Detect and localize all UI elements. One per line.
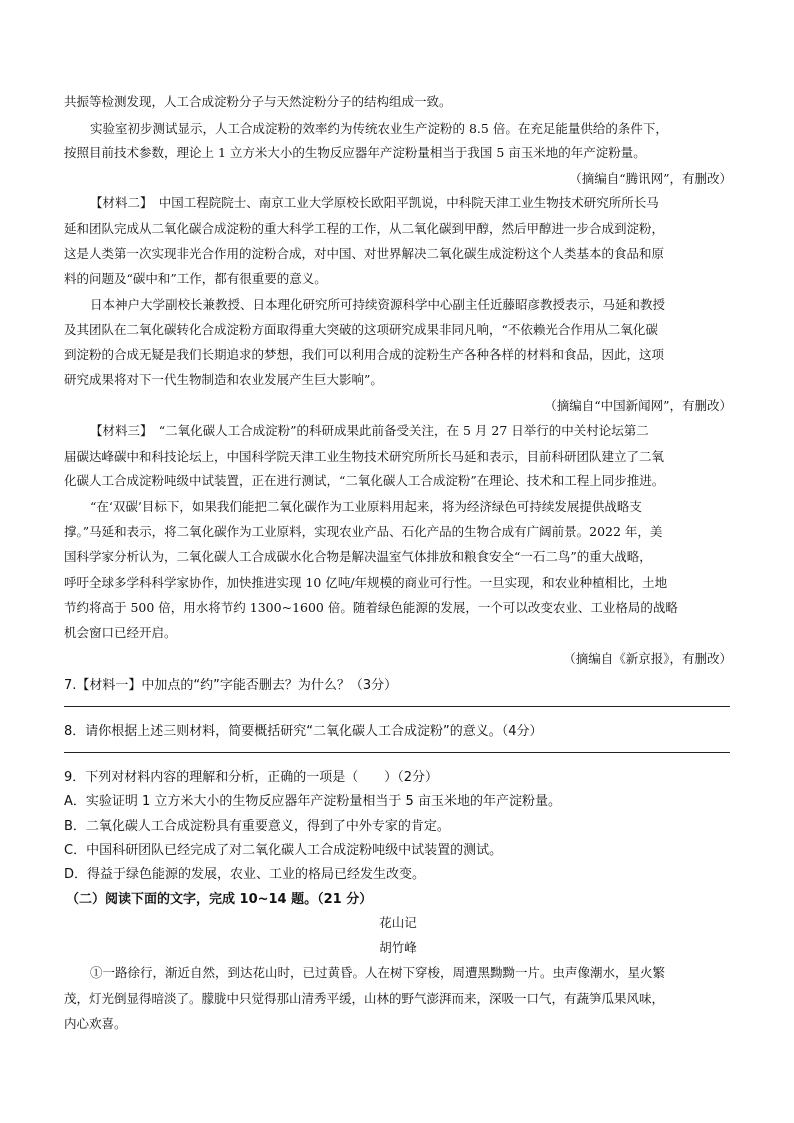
essay-title: 花山记 — [379, 915, 417, 930]
text-line: 实验室初步测试显示，人工合成淀粉的效率约为传统农业生产淀粉的 8.5 倍。在充足能量供给的条件下， — [90, 121, 668, 136]
question-9: 9．下列对材料内容的理解和分析，正确的一项是（ ）（2分） — [64, 770, 439, 785]
text-line: “在‘双碳’目标下，如果我们能把二氧化碳作为工业原料用起来，将为经济绿色可持续发展提供战略支 — [90, 499, 642, 514]
question-7: 7.【材料一】中加点的“约”字能否删去？为什么？（3分） — [64, 678, 398, 693]
option-d: D．得益于绿色能源的发展，农业、工业的格局已经发生改变。 — [64, 867, 426, 882]
source-note: （摘编自“中国新闻网”，有删改） — [544, 398, 732, 413]
text-line: 国科学家分析认为，二氧化碳人工合成碳水化合物是解决温室气体排放和粮食安全“一石二鸟”的重大战略， — [64, 549, 652, 564]
text-line: 内心欢喜。 — [64, 1016, 127, 1031]
text-line: 撑。”马延和表示，将二氧化碳作为工业原料，实现农业产品、石化产品的生物合成有广阔前景。2022 年，美 — [64, 524, 663, 539]
option-c: C．中国科研团队已经完成了对二氧化碳人工合成淀粉吨级中试装置的测试。 — [64, 843, 503, 858]
source-note: （摘编自《新京报》，有删改） — [563, 651, 732, 666]
text-line: 节约将高于 500 倍，用水将节约 1300~1600 倍。随着绿色能源的发展，一个可以改变农业、工业格局的战略 — [64, 600, 678, 615]
essay-author: 胡竹峰 — [379, 940, 417, 955]
text-line: 届碳达峰碳中和科技论坛上，中国科学院天津工业生物技术研究所所长马延和表示，目前科研团队建立了二氧 — [64, 449, 665, 464]
source-note: （摘编自“腾讯网”，有删改） — [569, 171, 732, 186]
text-line: 茂，灯光倒显得暗淡了。朦胧中只觉得那山清秀平缓，山林的野气澎湃而来，深吸一口气，有蔬笋瓜果风味， — [64, 991, 665, 1006]
answer-line[interactable] — [64, 706, 730, 707]
text-line: 按照目前技术参数，理论上 1 立方米大小的生物反应器年产淀粉量相当于我国 5 亩玉米地的年产淀粉量。 — [64, 145, 646, 160]
question-8: 8．请你根据上述三则材料，简要概括研究“二氧化碳人工合成淀粉”的意义。（4分） — [64, 724, 543, 739]
text-line: 化碳人工合成淀粉吨级中试装置，正在进行测试，“二氧化碳人工合成淀粉”在理论、技术和工程上同步推进。 — [64, 473, 665, 488]
answer-line[interactable] — [64, 752, 730, 753]
text-line: 延和团队完成从二氧化碳合成淀粉的重大科学工程的工作，从二氧化碳到甲醇，然后甲醇进一步合成到淀粉， — [64, 221, 665, 236]
material2-line: 【材料二】 中国工程院院士、南京工业大学原校长欧阳平凯说，中科院天津工业生物技术研究所所长马 — [90, 195, 659, 210]
text-line: 日本神户大学副校长兼教授、日本理化研究所可持续资源科学中心副主任近藤昭彦教授表示，马延和教授 — [90, 297, 666, 312]
text-line: 到淀粉的合成无疑是我们长期追求的梦想，我们可以利用合成的淀粉生产各种各样的材料和食品，因此，这项 — [64, 347, 665, 362]
text-line: 机会窗口已经开启。 — [64, 625, 177, 640]
text-line: 及其团队在二氧化碳转化合成淀粉方面取得重大突破的这项研究成果非同凡响，“不依赖光合作用从二氧化碳 — [64, 322, 658, 337]
section-heading: （二）阅读下面的文字，完成 10~14 题。（21 分） — [66, 892, 373, 907]
text-line: 研究成果将对下一代生物制造和农业发展产生巨大影响”。 — [64, 372, 383, 387]
material3-line: 【材料三】 “二氧化碳人工合成淀粉”的科研成果此前备受关注，在 5 月 27 日举行的中关村论坛第二 — [90, 423, 649, 438]
text-line: ①一路徐行，渐近自然，到达花山时，已过黄昏。人在树下穿梭，周遭黑黝黝一片。虫声像潮水，星火繁 — [90, 965, 666, 980]
text-line: 呼吁全球多学科科学家协作，加快推进实现 10 亿吨/年规模的商业可行性。一旦实现，和农业种植相比，土地 — [64, 575, 668, 590]
option-a: A．实验证明 1 立方米大小的生物反应器年产淀粉量相当于 5 亩玉米地的年产淀粉量。 — [64, 794, 561, 809]
text-line: 料的问题及“碳中和”工作，都有很重要的意义。 — [64, 271, 327, 286]
text-line: 共振等检测发现，人工合成淀粉分子与天然淀粉分子的结构组成一致。 — [64, 94, 452, 109]
text-line: 这是人类第一次实现非光合作用的淀粉合成，对中国、对世界解决二氧化碳生成淀粉这个人类基本的食品和原 — [64, 246, 665, 261]
option-b: B．二氧化碳人工合成淀粉具有重要意义，得到了中外专家的肯定。 — [64, 819, 450, 834]
